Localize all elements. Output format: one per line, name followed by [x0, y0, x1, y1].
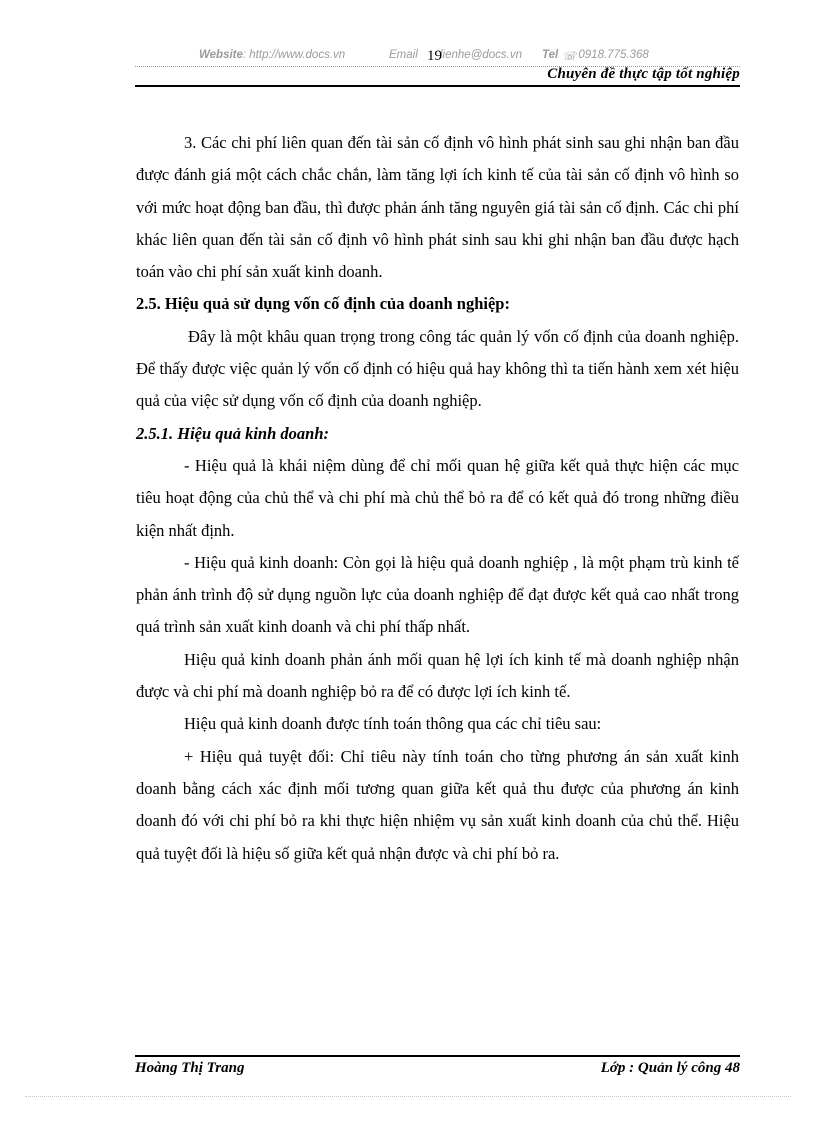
paragraph-1: 3. Các chi phí liên quan đến tài sản cố định vô hình phát sinh sau ghi nhận ban đầu được đánh giá một cách chắc chắn, làm tăng lợi ích kinh tế của tài sản cố định vô hình so với mức hoạt động ban đầu, thì được phản ánh tăng nguyên giá tài sản cố định. Các chi phí khác liên quan đến tài sản cố định vô hình phát sinh sau khi ghi nhận ban đầu được hạch toán vào chi phí sản xuất kinh doanh. [136, 133, 739, 282]
paragraph-6: Hiệu quả kinh doanh được tính toán thông qua các chỉ tiêu sau: [184, 714, 602, 734]
phone-icon: ☏ [562, 51, 577, 63]
paragraph-7: + Hiệu quả tuyệt đối: Chỉ tiêu này tính toán cho từng phương án sản xuất kinh doanh bằng cách xác định mối tương quan giữa kết quả thu được của phương án kinh doanh đó với chi phí bỏ ra khi thực hiện nhiệm vụ sản xuất kinh doanh của chủ thể. Hiệu quả tuyệt đối là hiệu số giữa kết quả nhận được và chi phí bỏ ra. [136, 746, 739, 863]
page-number: 19 [427, 48, 442, 64]
page-edge-dotted-line [25, 1096, 791, 1097]
paragraph-4: - Hiệu quả kinh doanh: Còn gọi là hiệu quả doanh nghiệp , là một phạm trù kinh tế phản ánh trình độ sử dụng nguồn lực của doanh nghiệp để đạt được kết quả cao nhất trong quá trình sản xuất kinh doanh và chi phí thấp nhất. [136, 552, 739, 637]
section-heading-2-5: 2.5. Hiệu quả sử dụng vốn cố định của doanh nghiệp: [136, 294, 510, 314]
email-label: Email [389, 49, 418, 61]
paragraph-3: - Hiệu quả là khái niệm dùng để chỉ mối quan hệ giữa kết quả thực hiện các mục tiêu hoạt động của chủ thể và chi phí mà chủ thể bỏ ra để có kết quả đó trong những điều kiện nhất định. [136, 455, 739, 540]
footer-author: Hoàng Thị Trang [135, 1060, 245, 1076]
paragraph-2: Đây là một khâu quan trọng trong công tác quản lý vốn cố định của doanh nghiệp. Để thấy được việc quản lý vốn cố định có hiệu quả hay không thì ta tiến hành xem xét hiệu quả của việc sử dụng vốn cố định của doanh nghiệp. [136, 326, 739, 411]
website-info: Website: http://www.docs.vn [199, 49, 346, 61]
section-heading-2-5-1: 2.5.1. Hiệu quả kinh doanh: [136, 423, 330, 443]
tel-label: Tel [542, 49, 559, 61]
website-link[interactable]: : http://www.docs.vn [242, 49, 346, 61]
header-rule [135, 85, 740, 87]
footer-class: Lớp : Quản lý công 48 [600, 1060, 740, 1076]
document-subtitle: Chuyên đề thực tập tốt nghiệp [547, 66, 740, 82]
email-link[interactable]: lienhe@docs.vn [440, 49, 522, 61]
paragraph-5: Hiệu quả kinh doanh phản ánh mối quan hệ lợi ích kinh tế mà doanh nghiệp nhận được và chi phí mà doanh nghiệp bỏ ra để có được lợi ích kinh tế. [136, 649, 739, 702]
tel-value: : 0918.775.368 [572, 49, 649, 61]
footer-rule [135, 1055, 740, 1057]
document-body [136, 127, 739, 870]
